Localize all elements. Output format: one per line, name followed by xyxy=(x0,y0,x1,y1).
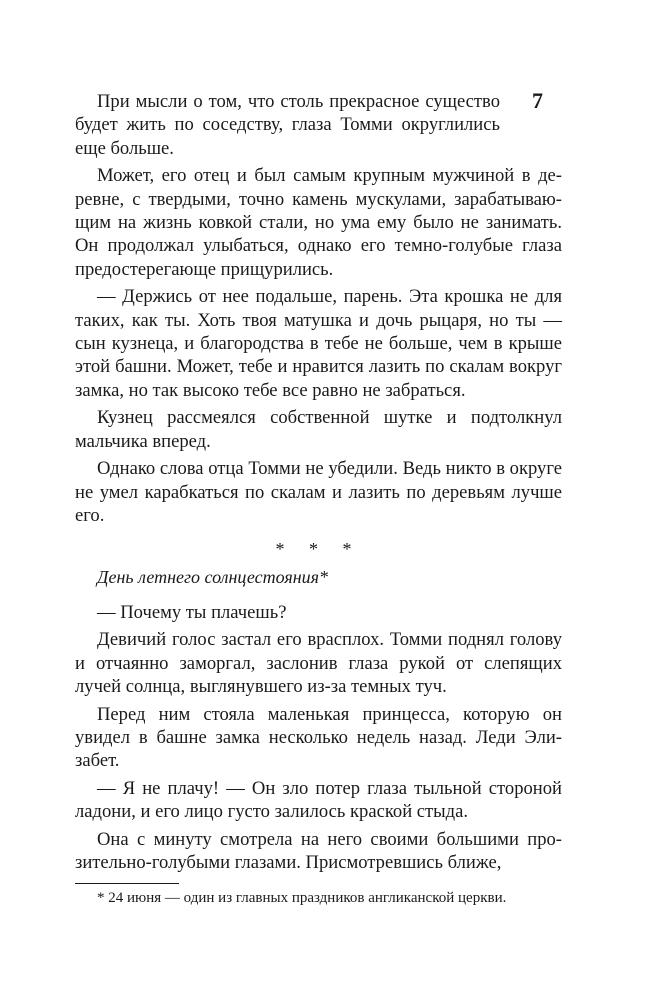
paragraph: — Я не плачу! — Он зло потер глаза тыльной стороной ладони, и его лицо густо залилось краской стыда. xyxy=(75,777,562,823)
paragraph: Может, его отец и был самым крупным мужчиной в деревне, с твердыми, точно камень мускулами, зарабатывающим на жизнь ковкой стали, но ума ему было не занимать. Он продолжал улыбаться, однако его темно-голубые глаза предостерегающе прищурились. xyxy=(75,165,562,280)
paragraph: Перед ним стояла маленькая принцесса, которую он увидел в башне замка несколько недель назад. Леди Элизабет. xyxy=(75,703,562,772)
paragraph: Девичий голос застал его врасплох. Томми поднял голову и отчаянно заморгал, заслонив глаза рукой от слепящих лучей солнца, выглянувшего из-за темных туч. xyxy=(75,629,562,698)
lower-text-block xyxy=(75,601,562,878)
upper-text-block xyxy=(75,90,562,531)
footnote: * 24 июня — один из главных праздников англиканской церкви. xyxy=(97,890,507,906)
paragraph: — Почему ты плачешь? xyxy=(97,602,287,623)
section-heading: День летнего солнцестояния* xyxy=(97,567,329,587)
paragraph: Кузнец рассмеялся собственной шутке и подтолкнул мальчика вперед. xyxy=(75,407,562,452)
paragraph: — Держись от нее подальше, парень. Эта крошка не для таких, как ты. Хоть твоя матушка и дочь рыцаря, но ты — сын кузнеца, и благородства в тебе не больше, чем в крыше этой башни. Может, тебе и нравится лазить по скалам вокруг замка, но так высоко тебе все равно не забраться. xyxy=(75,286,562,401)
section-separator: * * * xyxy=(275,539,362,559)
page-number: 7 xyxy=(532,88,543,113)
paragraph: Она с минуту смотрела на него своими большими прозительно-голубыми глазами. Присмотревшись ближе, xyxy=(75,828,562,874)
paragraph: Однако слова отца Томми не убедили. Ведь никто в округе не умел карабкаться по скалам и лазить по деревьям лучше его. xyxy=(75,458,562,526)
paragraph: При мысли о том, что столь прекрасное существо будет жить по соседству, глаза Томми округлились еще больше. xyxy=(75,91,500,159)
footnote-rule xyxy=(75,883,179,884)
